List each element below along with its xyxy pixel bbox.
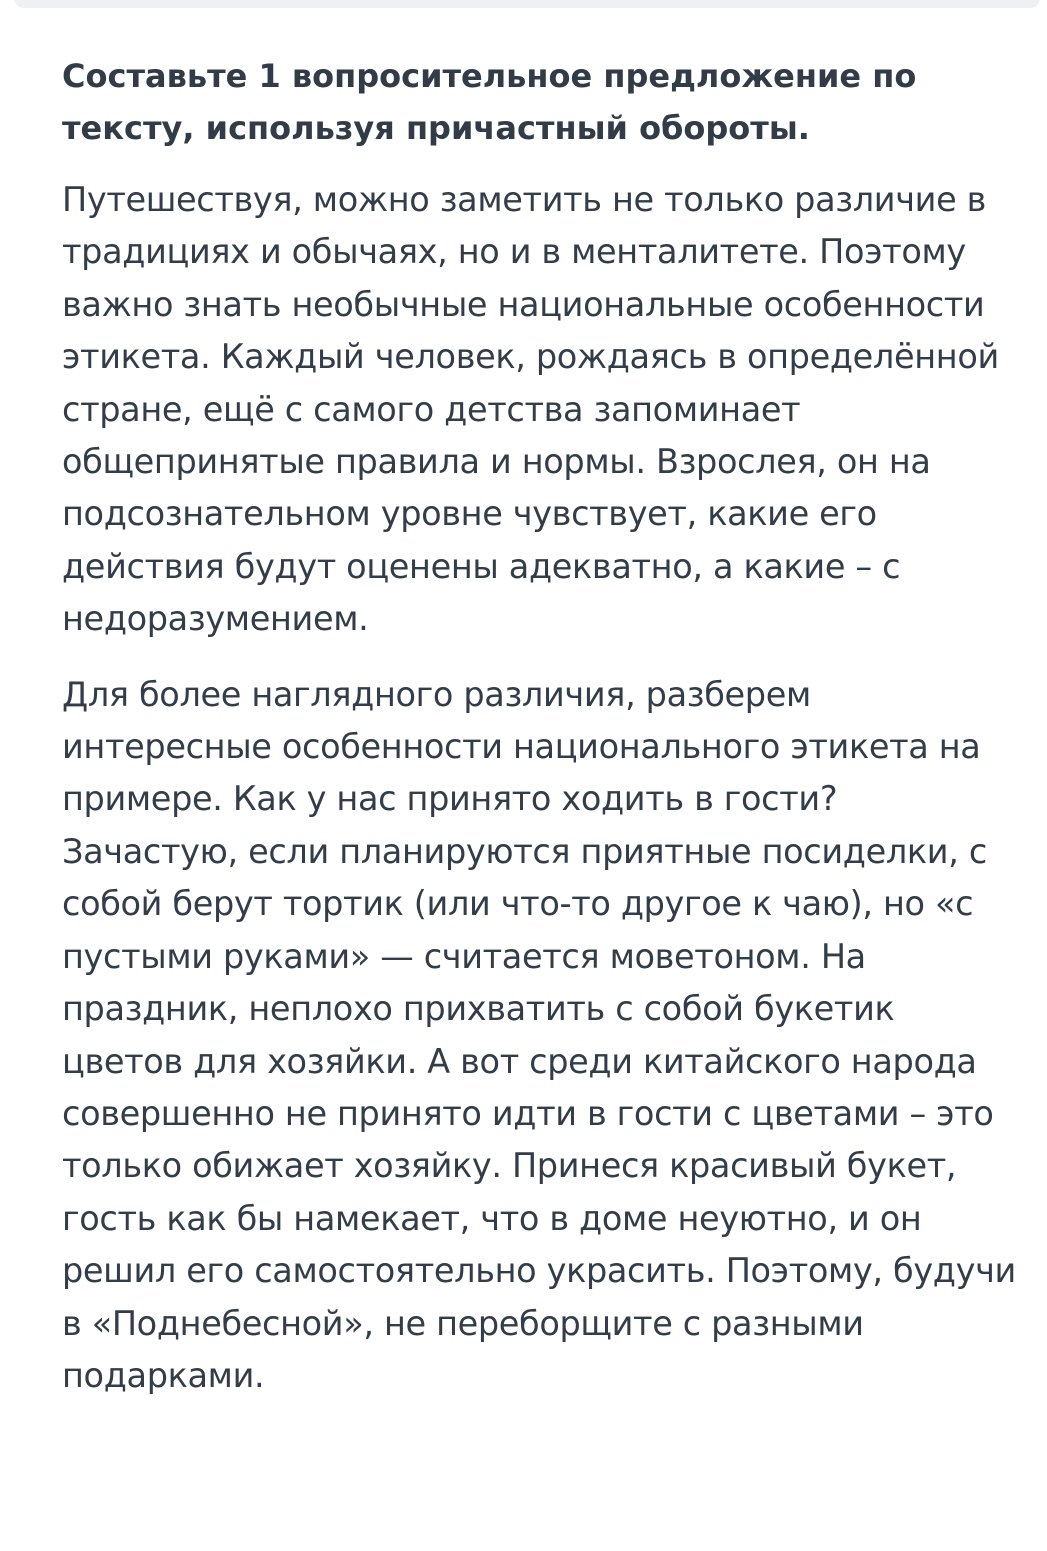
top-card-edge — [14, 0, 1040, 8]
question-paragraph-2: Для более наглядного различия, разберем интересные особенности национального этикета на примере. Как у нас принято ходить в гости? Зачастую, если планируются приятные посиделки, с собой берут тортик (или что-то другое к чаю), но «с пустыми руками» — считается моветоном. На праздник, неплохо прихватить с собой букетик цветов для хозяйки. А вот среди китайского народа совершенно не принято идти в гости с цветами – это только обижает хозяйку. Принеся красивый букет, гость как бы намекает, что в доме неуютно, и он решил его самостоятельно украсить. Поэтому, будучи в «Поднебесной», не переборщите с разными подарками. — [62, 674, 1016, 1395]
question-card — [62, 50, 1022, 1425]
question-title: Составьте 1 вопросительное предложение по тексту, используя причастный обороты. — [62, 57, 917, 147]
question-paragraph-1: Путешествуя, можно заметить не только различие в традициях и обычаях, но и в менталитете. Поэтому важно знать необычные национальные особенности этикета. Каждый человек, рождаясь в определённой стране, ещё с самого детства запоминает общепринятые правила и нормы. Взрослея, он на подсознательном уровне чувствует, какие его действия будут оценены адекватно, а какие – с недоразумением. — [62, 180, 999, 639]
